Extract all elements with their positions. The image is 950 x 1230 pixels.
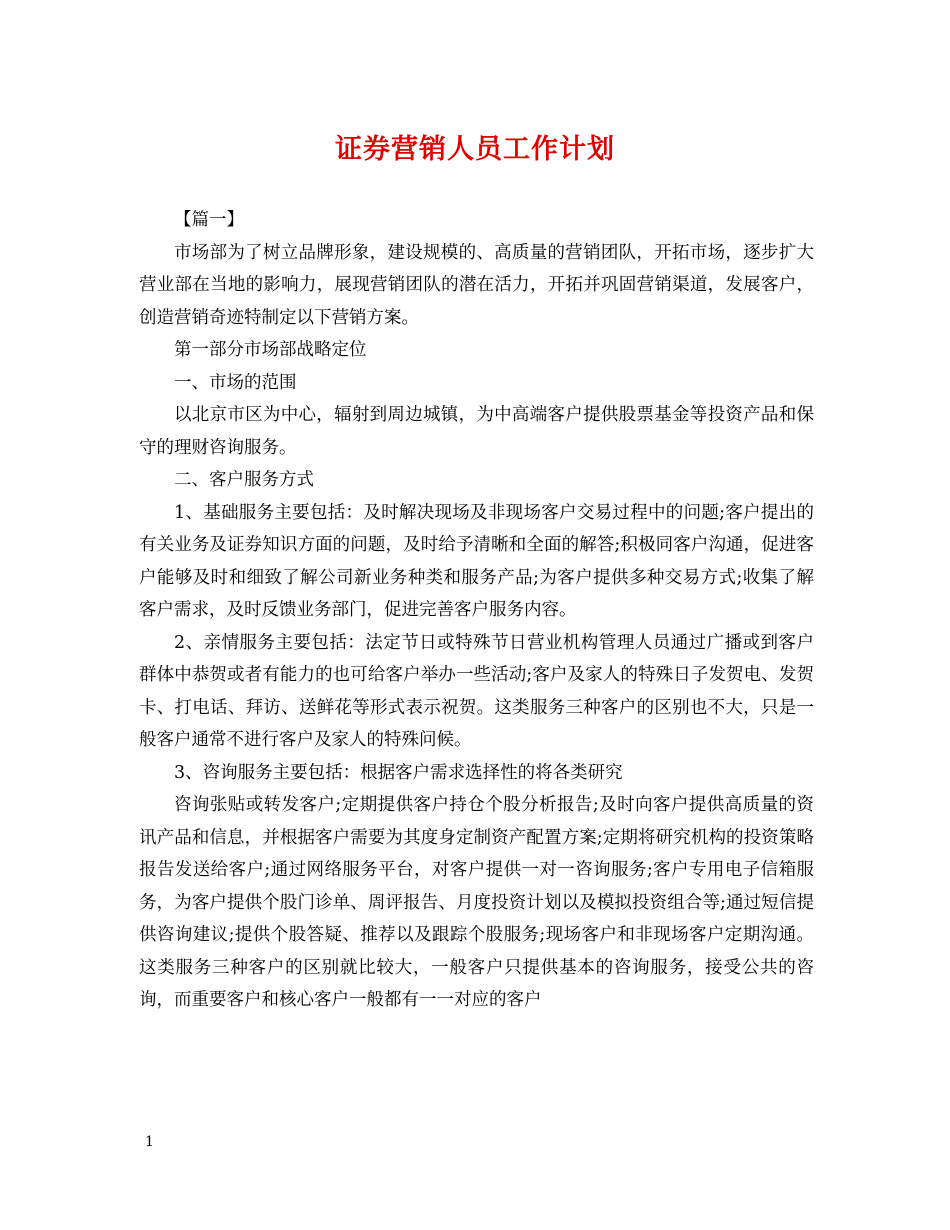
subheading-market-scope: 一、市场的范围 xyxy=(174,372,297,393)
family-service-paragraph: 2、亲情服务主要包括：法定节日或特殊节日营业机构管理人员通过广播或到客户群体中恭贺或者有能力的也可给客户举办一些活动;客户及家人的特殊日子发贺电、发贺卡、打电话、拜访、送鲜花等形式表示祝贺。这类服务三种客户的区别也不大，只是一般客户通常不进行客户及家人的特殊问候。 xyxy=(139,632,814,750)
market-scope-paragraph: 以北京市区为中心，辐射到周边城镇，为中高端客户提供股票基金等投资产品和保守的理财咨询服务。 xyxy=(139,405,814,458)
intro-paragraph: 市场部为了树立品牌形象，建设规模的、高质量的营销团队，开拓市场，逐步扩大营业部在当地的影响力，展现营销团队的潜在活力，开拓并巩固营销渠道，发展客户，创造营销奇迹特制定以下营销方案。 xyxy=(139,242,814,328)
section-label: 【篇一】 xyxy=(174,210,244,230)
consulting-service-paragraph: 咨询张贴或转发客户;定期提供客户持仓个股分析报告;及时向客户提供高质量的资讯产品和信息，并根据客户需要为其度身定制资产配置方案;定期将研究机构的投资策略报告发送给客户;通过网络服务平台，对客户提供一对一咨询服务;客户专用电子信箱服务，为客户提供个股门诊单、周评报告、月度投资计划以及模拟投资组合等;通过短信提供咨询建议;提供个股答疑、推荐以及跟踪个股服务;现场客户和非现场客户定期沟通。这类服务三种客户的区别就比较大，一般客户只提供基本的咨询服务，接受公共的咨询，而重要客户和核心客户一般都有一一对应的客户 xyxy=(139,795,814,1010)
subheading-service-methods: 二、客户服务方式 xyxy=(174,470,314,490)
consulting-service-intro: 3、咨询服务主要包括：根据客户需求选择性的将各类研究 xyxy=(174,762,623,783)
page-number: 1 xyxy=(145,1134,154,1150)
basic-service-paragraph: 1、基础服务主要包括：及时解决现场及非现场客户交易过程中的问题;客户提出的有关业务及证券知识方面的问题，及时给予清晰和全面的解答;积极同客户沟通，促进客户能够及时和细致了解公司新业务种类和服务产品;为客户提供多种交易方式;收集了解客户需求，及时反馈业务部门，促进完善客户服务内容。 xyxy=(139,502,814,620)
document-body xyxy=(139,204,814,1017)
document-title: 证券营销人员工作计划 xyxy=(335,134,615,165)
part-heading: 第一部分市场部战略定位 xyxy=(174,340,367,360)
